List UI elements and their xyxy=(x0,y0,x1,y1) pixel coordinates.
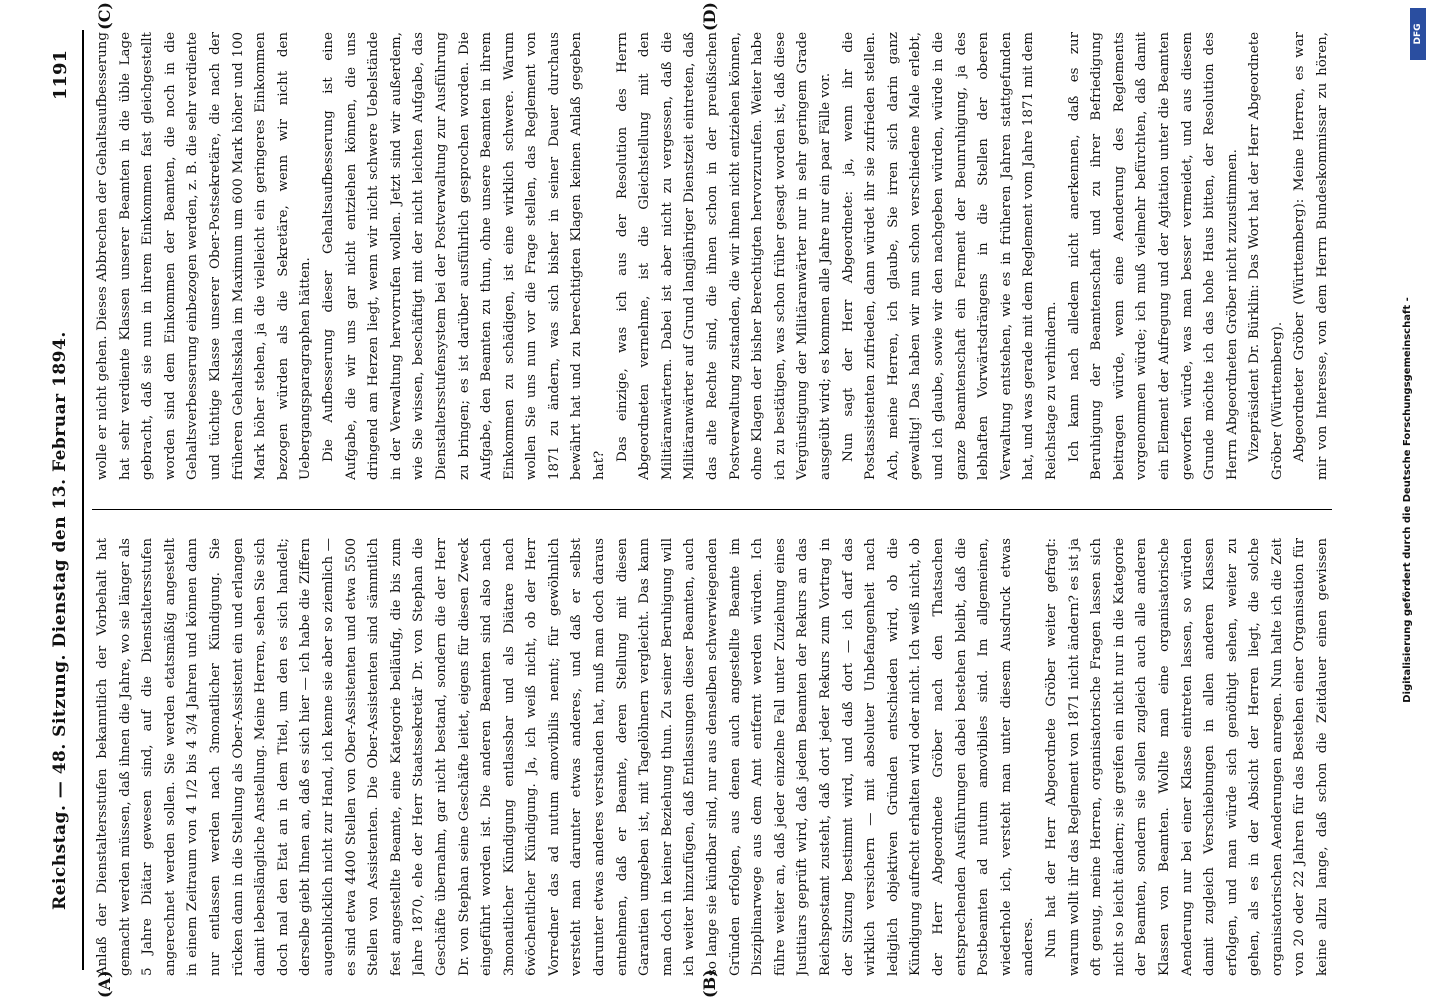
credit-text: Digitalisierung gefördert durch die Deutsche Forschungsgemeinschaft - xyxy=(1402,297,1413,703)
paragraph: Nun hat der Herr Abgeordnete Gröber weiter gefragt: warum wollt ihr das Reglement von 1871 nicht ändern? es ist ja oft genug, meine Herren, organisatorische Fragen lassen sich nicht so leicht ändern; sie greifen ein nicht nur in die Kategorie der Beamten, sondern sie sollen zugleich auch alle anderen Klassen von Beamten. Wollte man eine organisatorische Aenderung nur bei einer Klasse eintreten lassen, so würden damit zugleich Verschiebungen in allen anderen Klassen erfolgen, und man würde sich genöthigt sehen, weiter zu gehen, als es in der Absicht der Herren liegt, die solche organisatorischen Aenderungen anregen. Nun halte ich die Zeit von 20 oder 22 Jahren für das Bestehen einer Organisation für keine allzu lange, daß schon die Zeitdauer einen gewissen xyxy=(1043,538,1331,976)
margin-marker-b: (B) xyxy=(700,969,719,998)
margin-marker-c: (C) xyxy=(95,2,114,30)
paragraph: wolle er nicht gehen. Dieses Abbrechen der Gehaltsaufbesserung hat sehr verdiente Klassen unserer Beamten in die üble Lage gebracht, daß sie nun in ihrem Einkommen fast gleichgestellt worden sind dem Einkommen der Beamten, die noch in die Gehaltsverbesserung einbezogen werden, z. B. die sehr verdiente und tüchtige Klasse unserer Ober-Postsekretäre, die nach der früheren Gehaltsskala im Maximum um 600 Mark höher und 100 Mark höher stehen, ja die vielleicht ein geringeres Einkommen bezogen würden als die Sekretäre, wenn wir nicht den Uebergangsparagraphen hätten. xyxy=(95,32,314,480)
running-header xyxy=(50,30,78,970)
page-number: 1191 xyxy=(50,50,71,101)
paragraph: Vizepräsident Dr. Bürklin: Das Wort hat der Herr Abgeordnete Gröber (Württemberg). xyxy=(1247,32,1285,480)
paragraph: Das einzige, was ich aus der Resolution des Herrn Abgeordneten vernehme, ist die Gleichstellung mit den Militäranwärtern. Dabei ist aber nicht zu vergessen, daß die Militäranwärter auf Grund langjähriger Dienstzeit eintreten, daß das alte Rechte sind, die ihnen schon in der preußischen Postverwaltung zustanden, die wir ihnen nicht entziehen können, ohne Klagen der bisher Berechtigten hervorzurufen. Weiter habe ich zu bestätigen, was schon früher gesagt worden ist, daß diese Vergünstigung der Militäranwärter nur in sehr geringem Grade ausgeübt wird; es kommen alle Jahre nur ein paar Fälle vor. xyxy=(614,32,833,480)
left-column xyxy=(92,538,1332,976)
header-rule xyxy=(82,30,84,970)
paragraph: Ich kann nach alledem nicht anerkennen, daß es zur Beruhigung der Beamtenschaft und zu ihrer Befriedigung beitragen würde, wenn eine Aenderung des Reglements vorgenommen würde; ich muß vielmehr befürchten, daß damit ein Element der Aufregung und der Agitation unter die Beamten geworfen würde, was man besser vermeidet, und aus diesem Grunde möchte ich das hohe Haus bitten, der Resolution des Herrn Abgeordneten Gröber nicht zuzustimmen. xyxy=(1066,32,1240,480)
paragraph: Die Aufbesserung dieser Gehaltsaufbesserung ist eine Aufgabe, die wir uns gar nicht entziehen können, die uns dringend am Herzen liegt, wenn wir nicht schwere Uebelstände in der Verwaltung hervorrufen wollen. Jetzt sind wir außerdem, wie Sie wissen, beschäftigt mit der nicht leichten Aufgabe, das Dienstaltersstufensystem bei der Postverwaltung zur Ausführung zu bringen; es ist darüber ausführlich gesprochen worden. Die Aufgabe, den Beamten zu thun, ohne unsere Beamten in ihrem Einkommen zu schädigen, ist eine wirklich schwere. Warum wollen Sie uns nun vor die Frage stellen, das Reglement von 1871 zu ändern, was sich bisher in seiner Dauer durchaus bewährt hat und zu berechtigten Klagen keinen Anlaß gegeben hat? xyxy=(320,32,608,480)
paragraph: Abgeordneter Gröber (Württemberg): Meine Herren, es war mir von Interesse, von dem Herrn Bundeskommissar zu hören, xyxy=(1292,32,1331,480)
margin-marker-d: (D) xyxy=(700,2,719,32)
header-title: Reichstag. — 48. Sitzung. Dienstag den 13. Februar 1894. xyxy=(50,331,70,910)
column-divider xyxy=(92,509,1332,510)
margin-marker-a: (A) xyxy=(95,970,114,998)
digitization-credit xyxy=(1402,0,1413,1000)
dfg-logo: DFG xyxy=(1410,8,1426,60)
right-column xyxy=(92,32,1332,480)
paragraph: Nun sagt der Herr Abgeordnete: ja, wenn ihr die Postassistenten zufrieden, dann würdet ihr sie zufrieden stellen. Ach, meine Herren, ich glaube, Sie irren sich darin ganz gewaltig! Das haben wir nun schon verschiedene Male erlebt, und ich glaube, sowie wir den nachgeben würden, würde in die ganze Beamtenschaft ein Ferment der Beunruhigung, ja des lebhaften Vorwärtsdrängens in die Stellen der oberen Verwaltung entstehen, wie es in früheren Jahren stattgefunden hat, und was gerade mit dem Reglement vom Jahre 1871 mit dem Reichstage zu verhindern. xyxy=(840,32,1059,480)
paragraph: Anlaß der Dienstaltersstufen bekanntlich der Vorbehalt hat gemacht werden müssen, daß ihnen die Jahre, wo sie länger als 5 Jahre Diätar gewesen sind, auf die Dienstaltersstufen angerechnet werden sollen. Sie werden etatsmäßig angestellt in einem Zeitraum von 4 1/2 bis 4 3/4 Jahren und können dann nur entlassen werden nach 3monatlicher Kündigung. Sie rücken dann in die Stellung als Ober-Assistent ein und erlangen damit lebenslängliche Anstellung. Meine Herren, sehen Sie sich doch mal den Etat an in dem Titel, um den es sich handelt; derselbe giebt Ihnen an, daß es sich hier — ich habe die Ziffern augenblicklich nicht zur Hand, ich kenne sie aber so ziemlich — es sind etwa 4400 Stellen von Ober-Assistenten und etwa 5500 Stellen von Assistenten. Die Ober-Assistenten sind sämmtlich fest angestellte Beamte, eine Kategorie beiläufig, die bis zum Jahre 1870, ehe der Herr Staatssekretär Dr. von Stephan die Geschäfte übernahm, gar nicht bestand, sondern die der Herr Dr. von Stephan seine Geschäfte leitet, eigens für diesen Zweck eingeführt worden ist. Die anderen Beamten sind also nach 3monatlicher Kündigung entlassbar und als Diätare nach 6wöchentlicher Kündigung. Ja, ich weiß nicht, ob der Herr Vorredner das ad nutum amovibilis nennt; für gewöhnlich versteht man darunter etwas anderes, und daß er selbst darunter etwas anderes verstanden hat, muß man doch daraus entnehmen, daß er Beamte, deren Stellung mit diesen Garantien umgeben ist, mit Tagelöhnern vergleicht. Das kann man doch in keiner Beziehung thun. Zu seiner Beruhigung will ich weiter hinzufügen, daß Entlassungen dieser Beamten, auch so lange sie kündbar sind, nur aus denselben schwerwiegenden Gründen erfolgen, aus denen auch angestellte Beamte im Disziplinarwege aus dem Amt entfernt werden würden. Ich führe weiter an, daß jeder einzelne Fall unter Zuziehung eines Justitiars geprüft wird, daß jedem Beamten der Rekurs an das Reichspostamt zusteht, daß dort jeder Rekurs zum Vortrag in der Sitzung bestimmt wird, und daß dort — ich darf das wirklich versichern — mit absoluter Unbefangenheit nach lediglich objektiven Gründen entschieden wird, ob die Kündigung aufrecht erhalten wird oder nicht. Ich weiß nicht, ob der Herr Abgeordnete Gröber nach den Thatsachen entsprechenden Ausführungen dabei bestehen bleibt, daß die Postbeamten ad nutum amovibiles sind. Im allgemeinen, wiederhole ich, versteht man unter diesem Ausdruck etwas anderes. xyxy=(95,538,1037,976)
